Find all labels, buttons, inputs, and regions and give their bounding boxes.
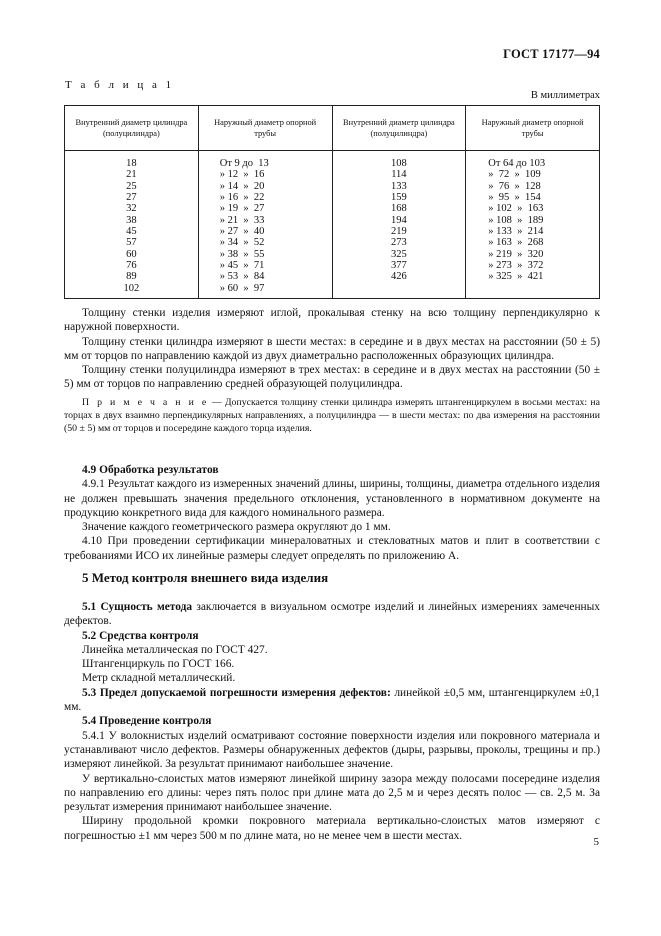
note bbox=[64, 396, 600, 435]
table-value: » 219 » 320 bbox=[488, 248, 544, 260]
table-unit: В миллиметрах bbox=[530, 90, 600, 101]
table-value: 45 bbox=[126, 226, 137, 238]
table-header-row bbox=[65, 106, 600, 151]
page-number: 5 bbox=[593, 836, 599, 848]
table-value: » 133 » 214 bbox=[488, 226, 544, 238]
table-header-cell: Наружный диаметр опорной трубы bbox=[466, 106, 600, 151]
paragraph: Толщину стенки цилиндра измеряют в шести местах: в середине и в двух местах на расстоянии (50 ± 5) мм от торцов по направлению каждой из двух диаметрально расположенных образующих цилиндра. bbox=[64, 335, 600, 362]
table-value: 108 bbox=[391, 158, 407, 169]
table-header-cell: Наружный диаметр опорной трубы bbox=[198, 106, 332, 151]
table-value: 273 bbox=[391, 237, 407, 249]
table-value: 102 bbox=[123, 282, 140, 294]
table-value: 21 bbox=[126, 169, 137, 181]
paragraph: Толщину стенки изделия измеряют иглой, прокалывая стенку на всю толщину перпендикулярно к наружной поверхности. bbox=[64, 307, 600, 334]
table-value: 114 bbox=[391, 169, 407, 181]
term-label: 5.1 Сущность метода bbox=[82, 601, 193, 613]
table-value: 27 bbox=[126, 192, 137, 204]
table-value: 168 bbox=[391, 203, 407, 215]
table-value: » 14 » 20 bbox=[219, 180, 265, 192]
table-value: » 72 » 109 bbox=[488, 169, 541, 181]
table-value: 194 bbox=[391, 214, 407, 226]
table-value: 325 bbox=[391, 248, 407, 260]
table-value: 219 bbox=[391, 226, 407, 238]
paragraph bbox=[64, 600, 600, 629]
table-value: » 19 » 27 bbox=[219, 203, 265, 215]
paragraph: 4.9.1 Результат каждого из измеренных значений длины, ширины, толщины, диаметра отдельного изделия не должен превышать значения предельного отклонения, установленного в нормативном документе на продукцию конкретного вида для каждого номинального размера. bbox=[64, 478, 600, 519]
note-text: — Допускается толщину стенки цилиндра измерять штангенциркулем в восьми местах: на торцах в двух взаимно перпендикулярных направлениях, а полуцилиндра — в шести местах: по два измерения на расстоянии (50 ± 5) мм от торцов и посередине каждого торца изделия. bbox=[64, 396, 600, 434]
section-heading bbox=[64, 714, 600, 728]
table-value: 18 bbox=[126, 158, 137, 169]
table-value: От 64 до 103 bbox=[488, 158, 546, 169]
paragraph: 4.10 При проведении сертификации минераловатных и стекловатных матов и плит в соответствии с требованиями ИСО их линейные размеры следует определять по приложению А. bbox=[64, 535, 600, 562]
table-value: » 273 » 372 bbox=[488, 260, 544, 272]
table-value: 76 bbox=[126, 260, 137, 272]
column-outer-diameter-2 bbox=[467, 158, 598, 283]
paragraph: Штангенциркуль по ГОСТ 166. bbox=[82, 658, 235, 671]
body-text-block-3 bbox=[64, 600, 600, 843]
table-value: 25 bbox=[126, 180, 137, 192]
table-value: 32 bbox=[126, 203, 137, 215]
paragraph bbox=[64, 686, 600, 715]
section-heading bbox=[64, 629, 600, 643]
heading-5-4: 5.4 Проведение контроля bbox=[82, 715, 212, 728]
column-inner-diameter-2 bbox=[334, 158, 465, 283]
term-label: 5.3 Предел допускаемой погрешности измерения дефектов: bbox=[82, 686, 391, 699]
table-value: » 76 » 128 bbox=[488, 180, 541, 192]
table-value: » 21 » 33 bbox=[219, 214, 265, 226]
table-value: » 38 » 55 bbox=[219, 248, 265, 260]
table-value: 89 bbox=[126, 271, 137, 283]
table-header-cell: Внутренний диаметр цилиндра (полуцилиндра) bbox=[65, 106, 199, 151]
paragraph: У вертикально-слоистых матов измеряют линейкой ширину зазора между полосами посередине изделия по направлению его длины: через пять полос при длине мата до 2,5 м и через десять полос — св. 2,5 м. За результат измерения принимают наибольшее значение. bbox=[64, 772, 600, 814]
note-label: П р и м е ч а н и е bbox=[82, 396, 209, 408]
table-value: » 95 » 154 bbox=[488, 192, 541, 204]
table-value: От 9 до 13 bbox=[219, 158, 269, 169]
paragraph: 5.4.1 У волокнистых изделий осматривают состояние поверхности изделия или покровного материала и устанавливают число дефектов. Размеры обнаруженных дефектов (дыры, разрывы, проколы, трещины и пр.) измеряют линейкой. За результат принимают наибольшее значение. bbox=[64, 729, 600, 771]
table-value: » 108 » 189 bbox=[488, 214, 544, 226]
table-value: 159 bbox=[391, 192, 407, 204]
heading-4-9: 4.9 Обработка результатов bbox=[82, 464, 219, 476]
table-value: 60 bbox=[126, 248, 137, 260]
standard-id: ГОСТ 17177—94 bbox=[503, 47, 600, 61]
section-heading-5: 5 Метод контроля внешнего вида изделия bbox=[82, 570, 329, 585]
term-text: линейкой ±0,5 мм, штангенциркулем ±0,1 мм. bbox=[64, 686, 601, 714]
table-row bbox=[65, 151, 600, 299]
table-caption: Т а б л и ц а 1 bbox=[65, 79, 175, 91]
column-inner-diameter-1 bbox=[66, 158, 197, 294]
column-outer-diameter-1 bbox=[200, 158, 331, 294]
body-text-block-2 bbox=[64, 463, 600, 563]
table-cell bbox=[466, 151, 600, 299]
diameter-table bbox=[64, 105, 600, 299]
table-value: » 53 » 84 bbox=[219, 271, 265, 283]
table-value: » 163 » 268 bbox=[488, 237, 544, 249]
table-value: » 45 » 71 bbox=[219, 260, 265, 272]
table-header-cell: Внутренний диаметр цилиндра (полуцилиндра) bbox=[332, 106, 466, 151]
section-5-heading-block bbox=[64, 571, 600, 585]
body-text-block-1 bbox=[64, 306, 600, 435]
paragraph: Значение каждого геометрического размера округляют до 1 мм. bbox=[82, 521, 391, 534]
table-value: 426 bbox=[391, 271, 407, 283]
table-value: » 12 » 16 bbox=[219, 169, 265, 181]
paragraph: Ширину продольной кромки покровного материала вертикально-слоистых матов измеряют с погрешностью ±1 мм через 500 м по длине мата, но не менее чем в шести местах. bbox=[64, 815, 600, 842]
table-value: » 102 » 163 bbox=[488, 203, 544, 215]
section-heading bbox=[64, 463, 600, 477]
table-value: » 34 » 52 bbox=[219, 237, 265, 249]
paragraph: Толщину стенки полуцилиндра измеряют в трех местах: в середине и в двух местах на расстоянии (50 ± 5) мм от торцов по направлению средней образующей полуцилиндра. bbox=[64, 364, 600, 391]
table-value: » 16 » 22 bbox=[219, 192, 265, 204]
term-text: заключается в визуальном осмотре изделий и линейных измерениях замеченных дефектов. bbox=[64, 601, 600, 628]
table-value: 133 bbox=[391, 180, 407, 192]
paragraph: Линейка металлическая по ГОСТ 427. bbox=[82, 643, 268, 656]
table-value: » 325 » 421 bbox=[488, 271, 544, 283]
table-value: 57 bbox=[126, 237, 137, 249]
table-value: » 60 » 97 bbox=[219, 282, 265, 294]
table-cell bbox=[332, 151, 466, 299]
table-cell bbox=[65, 151, 199, 299]
heading-5-2: 5.2 Средства контроля bbox=[82, 629, 199, 642]
paragraph: Метр складной металлический. bbox=[82, 672, 236, 685]
table-value: 38 bbox=[126, 214, 137, 226]
table-value: 377 bbox=[391, 260, 407, 272]
table-value: » 27 » 40 bbox=[219, 226, 265, 238]
table-cell bbox=[198, 151, 332, 299]
